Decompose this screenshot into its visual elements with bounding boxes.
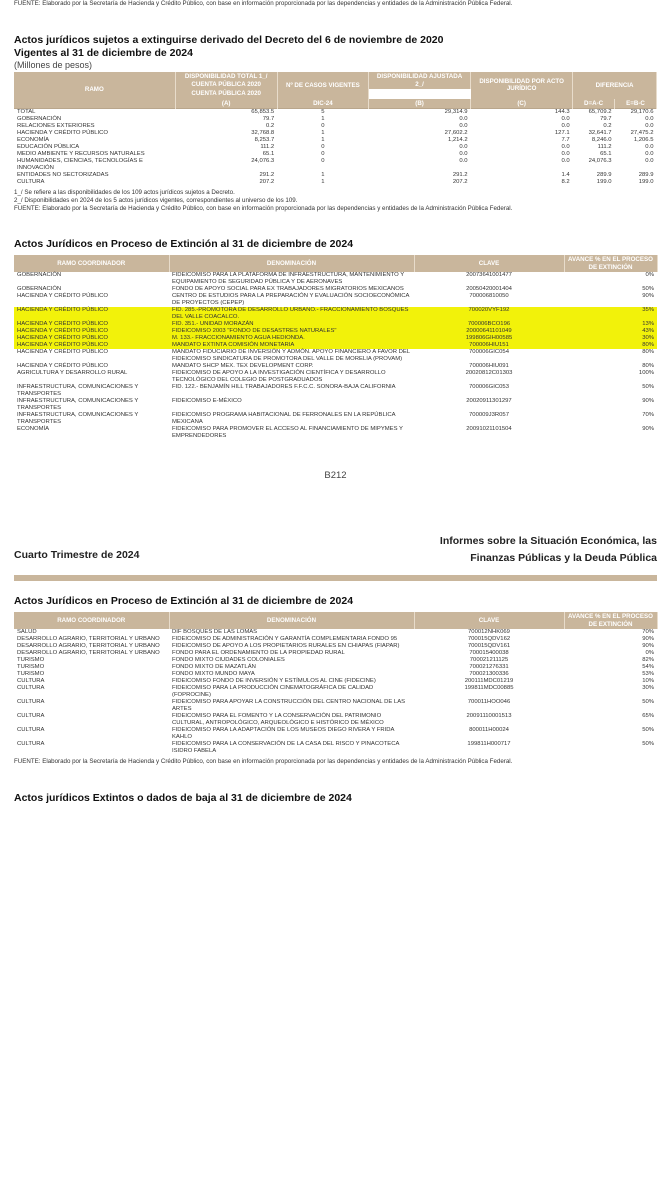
cell-avance: 54%	[642, 664, 654, 671]
cell-ramo: TURISMO	[17, 671, 45, 678]
cell-avance: 82%	[642, 657, 654, 664]
cell-avance: 90%	[642, 643, 654, 650]
cell-casos: 0	[321, 151, 325, 157]
table-row	[14, 307, 657, 321]
header-left: Cuarto Trimestre de 2024	[14, 549, 140, 562]
cell-ramo: DESARROLLO AGRARIO, TERRITORIAL Y URBANO	[17, 643, 160, 650]
table-row	[14, 321, 657, 328]
note-fuente: FUENTE: Elaborado por la Secretaría de Hacienda y Crédito Público, con base en información proporcionada por las dependencias y entidades de la Administración Pública Federal.	[14, 204, 513, 212]
cell-disp-total: 65,853.5	[175, 109, 277, 117]
page-number: B212	[324, 470, 347, 482]
cell-clave: 199806GIH00585	[465, 335, 513, 342]
th3-ramo: RAMO COORDINADOR	[14, 612, 169, 629]
cell-avance: 30%	[642, 685, 654, 692]
cell-ramo: GOBERNACIÓN	[17, 116, 62, 122]
cell-ramo: DESARROLLO AGRARIO, TERRITORIAL Y URBANO	[17, 650, 160, 657]
cell-disp-total: 24,076.3	[251, 158, 275, 164]
cell-denominacion: MANDATO FIDUCIARIO DE INVERSIÓN Y ADMÓN. APOYO FINANCIERO A FAVOR DEL FIDEICOMISO SINDICATURA DE PROMOTORA DEL VALLE DE MORELIA (PROVAM)	[172, 349, 410, 363]
cell-ramo: CULTURA	[17, 685, 45, 692]
cell-disp-total: 207.2	[259, 179, 275, 185]
table3-fuente: FUENTE: Elaborado por la Secretaría de Hacienda y Crédito Público, con base en información proporcionada por las dependencias y entidades de la Administración Pública Federal.	[14, 758, 513, 766]
table1-subtitle: Vigentes al 31 de diciembre de 2024	[14, 47, 193, 59]
cell-por-acto: 0.0	[561, 123, 570, 129]
cell-avance: 80%	[642, 363, 654, 370]
cell-avance: 50%	[642, 727, 654, 734]
cell-disp-total: 32,768.8	[251, 130, 275, 136]
cell-denominacion: FID. 122.- BENJAMÍN HILL TRABAJADORES F.F.C.C. SONORA-BAJA CALIFORNIA	[172, 384, 396, 391]
cell-disp-total: 65.1	[262, 151, 275, 157]
cell-ramo: INFRAESTRUCTURA, COMUNICACIONES Y TRANSPORTES	[17, 384, 139, 398]
table-row	[14, 137, 657, 144]
cell-clave: 200111MDC01219	[464, 678, 514, 685]
th2-denominacion: DENOMINACIÓN	[169, 255, 414, 272]
cell-denominacion: FIDEICOMISO PROGRAMA HABITACIONAL DE FERRONALES EN LA REPÚBLICA MEXICANA	[172, 412, 396, 426]
cell-denominacion: FIDEICOMISO PARA EL FOMENTO Y LA CONSERVACIÓN DEL PATRIMONIO CULTURAL, ANTROPOLÓGICO, ARQUEOLÓGICO E HISTÓRICO DE MÉXICO	[172, 713, 384, 727]
cell-ramo: GOBERNACIÓN	[17, 272, 62, 279]
th-ajustada: DISPONIBILIDAD AJUSTADA 2_/	[369, 72, 471, 89]
lower-page	[0, 595, 671, 805]
upper-page	[0, 0, 671, 481]
th3-clave: CLAVE	[414, 612, 564, 629]
cell-clave: 700006GIC054	[469, 349, 509, 356]
cell-dif-a: 289.9	[596, 172, 612, 178]
page-header	[0, 533, 671, 567]
cell-por-acto: 0.0	[561, 158, 570, 164]
cell-denominacion: FIDEICOMISO PARA LA PRODUCCIÓN CINEMATOGRÁFICA DE CALIDAD (FOPROCINE)	[172, 685, 374, 699]
cell-clave: 199811H000717	[467, 741, 511, 748]
table1-title-block	[14, 34, 657, 70]
bottom-title: Actos jurídicos Extintos o dados de baja al 31 de diciembre de 2024	[14, 792, 352, 805]
table2	[14, 255, 658, 440]
cell-por-acto: 144.3	[471, 109, 573, 117]
cell-avance: 50%	[642, 286, 654, 293]
cell-denominacion: FIDEICOMISO PARA LA CONSERVACIÓN DE LA CASA DEL RISCO Y PINACOTECA ISIDRO FABELA	[172, 741, 400, 755]
cell-ramo: HUMANIDADES, CIENCIAS, TECNOLOGÍAS E INNOVACIÓN	[17, 158, 143, 171]
cell-casos: 1	[321, 172, 325, 178]
th-por-acto: DISPONIBILIDAD POR ACTO JURÍDICO	[471, 72, 573, 99]
note-2: 2_/ Disponibilidades en 2024 de los 5 actos jurídicos vigentes, correspondientes al universo de los 109.	[14, 196, 298, 204]
cell-dif-a: 199.0	[596, 179, 612, 185]
cell-ramo: AGRICULTURA Y DESARROLLO RURAL	[17, 370, 128, 377]
cell-casos: 1	[321, 130, 325, 136]
cell-ajustada: 1,214.2	[447, 137, 468, 143]
cell-clave: 20091110001513	[466, 713, 512, 720]
cell-denominacion: FIDEICOMISO 2003 "FONDO DE DESASTRES NATURALES"	[172, 328, 337, 335]
cell-por-acto: 8.2	[561, 179, 570, 185]
cell-ajustada: 0.0	[459, 123, 468, 129]
cell-clave: 199811MDC00885	[464, 685, 514, 692]
cell-avance: 65%	[642, 713, 654, 720]
cell-denominacion: FONDO MIXTO CIUDADES COLONIALES	[172, 657, 285, 664]
table1-body	[14, 109, 657, 187]
cell-ajustada: 291.2	[452, 172, 468, 178]
table-row	[14, 398, 657, 412]
table-row	[14, 370, 657, 384]
table-row	[14, 335, 657, 342]
cell-clave: 700012NHK069	[468, 629, 510, 636]
cell-denominacion: FIDEICOMISO DE APOYO A LA INVESTIGACIÓN CIENTÍFICA Y DESARROLLO TECNOLÓGICO DEL COLEGIO DE POSTGRADUADOS	[172, 370, 386, 384]
cell-ramo: CULTURA	[17, 713, 45, 720]
cell-dif-b: 1,206.5	[633, 137, 654, 143]
cell-denominacion: FID. 351.- UNIDAD MORAZÁN	[172, 321, 254, 328]
cell-ramo: CULTURA	[17, 727, 45, 734]
cell-dif-b: 0.0	[645, 151, 654, 157]
cell-ramo: TURISMO	[17, 664, 45, 671]
cell-avance: 70%	[642, 412, 654, 419]
cell-avance: 50%	[642, 384, 654, 391]
th2-ramo: RAMO COORDINADOR	[14, 255, 169, 272]
table-row	[14, 727, 657, 741]
cell-avance: 43%	[642, 328, 654, 335]
cell-ramo: SALUD	[17, 629, 37, 636]
cell-clave: 700021211125	[469, 657, 509, 664]
page-gap	[0, 481, 671, 533]
table2-body	[14, 272, 657, 440]
th-code-a: (A)	[175, 99, 277, 109]
cell-ramo: EDUCACIÓN PÚBLICA	[17, 144, 80, 150]
cell-ajustada: 0.0	[459, 116, 468, 122]
cell-dif-b: 0.0	[645, 158, 654, 164]
cell-denominacion: FIDEICOMISO E-MÉXICO	[172, 398, 242, 405]
th-dif-a: D=A-C	[573, 99, 615, 109]
cell-avance: 90%	[642, 426, 654, 433]
cell-ajustada: 207.2	[452, 179, 468, 185]
cell-casos: 0	[321, 158, 325, 164]
table1-title: Actos jurídicos sujetos a extinguirse derivado del Decreto del 6 de noviembre de 2020	[14, 34, 444, 46]
cell-casos: 1	[321, 116, 325, 122]
th-ajustada-sub: CUENTA PÚBLICA 2020	[175, 89, 277, 99]
cell-avance: 90%	[642, 398, 654, 405]
note-1: 1_/ Se refiere a las disponibilidades de los 109 actos jurídicos sujetos a Decreto.	[14, 189, 235, 196]
cell-denominacion: MANDATO EXTINTA COMISIÓN MONETARIA	[172, 342, 295, 349]
table-row	[14, 643, 657, 650]
table1-units: (Millones de pesos)	[14, 60, 93, 70]
table-row	[14, 109, 657, 117]
cell-denominacion: DIF BOSQUES DE LAS LOMAS	[172, 629, 258, 636]
cell-clave: 20050420001404	[466, 286, 512, 293]
cell-dif-b: 199.0	[638, 179, 654, 185]
table-row	[14, 328, 657, 335]
cell-denominacion: FIDEICOMISO DE ADMINISTRACIÓN Y GARANTÍA COMPLEMENTARIA FONDO 95	[172, 636, 398, 643]
cell-dif-a: 0.2	[603, 123, 612, 129]
table-row	[14, 116, 657, 123]
cell-denominacion: FONDO DE APOYO SOCIAL PARA EX TRABAJADORES MIGRATORIOS MEXICANOS	[172, 286, 404, 293]
cell-avance: 80%	[642, 349, 654, 356]
table-row	[14, 636, 657, 643]
th2-avance: AVANCE % EN EL PROCESO DE EXTINCIÓN	[564, 255, 657, 272]
cell-ramo: DESARROLLO AGRARIO, TERRITORIAL Y URBANO	[17, 636, 160, 643]
cell-denominacion: FIDEICOMISO PARA APOYAR LA CONSTRUCCIÓN DEL CENTRO NACIONAL DE LAS ARTES	[172, 699, 406, 713]
cell-avance: 0%	[645, 272, 654, 279]
table2-title: Actos Jurídicos en Proceso de Extinción al 31 de diciembre de 2024	[14, 238, 354, 251]
th-code-b: (B)	[369, 99, 471, 109]
cell-clave: 20000641101049	[466, 328, 512, 335]
cell-denominacion: FIDEICOMISO PARA PROMOVER EL ACCESO AL FINANCIAMIENTO DE MIPYMES Y EMPRENDEDORES	[172, 426, 403, 440]
cell-ramo: TOTAL	[14, 109, 175, 117]
cell-disp-total: 291.2	[259, 172, 275, 178]
cell-ramo: HACIENDA Y CRÉDITO PÚBLICO	[17, 335, 109, 342]
cell-denominacion: FIDEICOMISO FONDO DE INVERSIÓN Y ESTÍMULOS AL CINE (FIDECINE)	[172, 678, 376, 685]
table-row	[14, 144, 657, 151]
cell-denominacion: FIDEICOMISO PARA LA ADAPTACIÓN DE LOS MUSEOS DIEGO RIVERA Y FRIDA KAHLO	[172, 727, 395, 741]
cell-denominacion: MANDATO SHCP MEX. TEX DEVELOPMENT CORP.	[172, 363, 314, 370]
cell-ramo: HACIENDA Y CRÉDITO PÚBLICO	[17, 349, 109, 356]
cell-casos: 0	[321, 123, 325, 129]
cell-clave: 700006GIC053	[469, 384, 509, 391]
cell-clave: 700020VYF192	[468, 307, 510, 314]
cell-denominacion: FONDO PARA EL ORDENAMIENTO DE LA PROPIEDAD RURAL	[172, 650, 345, 657]
cell-disp-total: 0.2	[266, 123, 275, 129]
cell-ramo: GOBERNACIÓN	[17, 286, 62, 293]
cell-avance: 50%	[642, 741, 654, 748]
table3-title: Actos Jurídicos en Proceso de Extinción al 31 de diciembre de 2024	[14, 595, 354, 608]
th-code-casos: DIC-24	[277, 99, 368, 109]
th3-denominacion: DENOMINACIÓN	[169, 612, 414, 629]
cell-ramo: CULTURA	[17, 699, 45, 706]
cell-dif-b: 0.0	[645, 116, 654, 122]
cell-avance: 35%	[642, 307, 654, 314]
cell-clave: 700011HOO046	[467, 699, 511, 706]
table-row	[14, 158, 657, 172]
cell-clave: 700006HIU091	[469, 363, 509, 370]
table1	[14, 72, 657, 186]
cell-denominacion: CENTRO DE ESTUDIOS PARA LA PREPARACIÓN Y EVALUACIÓN SOCIOECONÓMICA DE PROYECTOS (CEPEP)	[172, 293, 410, 307]
cell-avance: 100%	[638, 370, 654, 377]
cell-casos: 5	[277, 109, 368, 117]
cell-clave: 700015QDV161	[467, 643, 511, 650]
table1-notes	[14, 189, 657, 212]
cell-avance: 13%	[642, 321, 654, 328]
cell-ramo: HACIENDA Y CRÉDITO PÚBLICO	[17, 307, 109, 314]
cell-dif-b: 289.9	[638, 172, 654, 178]
cell-ramo: CULTURA	[17, 741, 45, 748]
cell-ramo: ECONOMÍA	[17, 137, 50, 143]
cell-ramo: HACIENDA Y CRÉDITO PÚBLICO	[17, 363, 109, 370]
cell-denominacion: FIDEICOMISO DE APOYO A LOS PROPIETARIOS RURALES EN CHIAPAS (FIAPAR)	[172, 643, 400, 650]
cell-ajustada: 27,602.2	[444, 130, 468, 136]
cell-ajustada: 0.0	[459, 151, 468, 157]
cell-casos: 1	[321, 137, 325, 143]
cell-casos: 0	[321, 144, 325, 150]
cell-clave: 800011H00024	[469, 727, 509, 734]
cell-ramo: HACIENDA Y CRÉDITO PÚBLICO	[17, 293, 109, 300]
th-casos: Nº DE CASOS VIGENTES	[277, 72, 368, 99]
cell-ramo: TURISMO	[17, 657, 45, 664]
cell-ramo: ENTIDADES NO SECTORIZADAS	[17, 172, 109, 178]
cell-disp-total: 8,253.7	[254, 137, 275, 143]
cell-clave: 700021276331	[469, 664, 509, 671]
cell-denominacion: M. 133.- FRACCIONAMIENTO AGUA HEDIONDA.	[172, 335, 305, 342]
th3-avance: AVANCE % EN EL PROCESO DE EXTINCIÓN	[564, 612, 657, 629]
cell-clave: 20020812C01303	[465, 370, 513, 377]
cell-ramo: MEDIO AMBIENTE Y RECURSOS NATURALES	[17, 151, 145, 157]
cell-ajustada: 29,314.9	[369, 109, 471, 117]
cell-clave: 20073641001477	[466, 272, 512, 279]
cell-ajustada: 0.0	[459, 158, 468, 164]
cell-denominacion: FONDO MIXTO DE MAZATLÁN	[172, 664, 256, 671]
th-code-c: (C)	[471, 99, 573, 109]
cell-ramo: ECONOMÍA	[17, 426, 50, 433]
cell-avance: 70%	[642, 629, 654, 636]
cell-clave: 20020911301297	[466, 398, 512, 405]
cell-ramo: CULTURA	[17, 179, 45, 185]
table-row	[14, 272, 657, 286]
table-row	[14, 699, 657, 713]
table-row	[14, 650, 657, 657]
cell-avance: 80%	[642, 342, 654, 349]
cell-por-acto: 0.0	[561, 144, 570, 150]
table-row	[14, 412, 657, 426]
cell-disp-total: 79.7	[262, 116, 275, 122]
table-row	[14, 741, 657, 755]
th-diferencia: DIFERENCIA	[573, 72, 657, 99]
th2-clave: CLAVE	[414, 255, 564, 272]
cell-por-acto: 1.4	[561, 172, 570, 178]
cell-ramo: CULTURA	[17, 678, 45, 685]
table-row	[14, 426, 657, 440]
top-fuente-note: FUENTE: Elaborado por la Secretaría de Hacienda y Crédito Público, con base en información proporcionada por las dependencias y entidades de la Administración Pública Federal.	[14, 0, 513, 7]
cell-por-acto: 127.1	[554, 130, 570, 136]
cell-denominacion: FONDO MIXTO MUNDO MAYA	[172, 671, 255, 678]
table-row	[14, 123, 657, 130]
cell-casos: 1	[321, 179, 325, 185]
cell-clave: 20091021101504	[466, 426, 512, 433]
cell-clave: 700015400038	[469, 650, 509, 657]
header-right-line1: Informes sobre la Situación Económica, las	[439, 535, 657, 548]
table-row	[14, 349, 657, 363]
cell-denominacion: FIDEICOMISO PARA LA PLATAFORMA DE INFRAESTRUCTURA, MANTENIMIENTO Y EQUIPAMIENTO DE SEGURIDAD PÚBLICA Y DE AERONAVES	[172, 272, 405, 286]
table-row	[14, 151, 657, 158]
cell-clave: 700021300336	[469, 671, 509, 678]
cell-dif-b: 0.0	[645, 144, 654, 150]
table-row	[14, 179, 657, 186]
cell-por-acto: 0.0	[561, 151, 570, 157]
cell-avance: 0%	[645, 650, 654, 657]
th-ramo: RAMO	[14, 72, 175, 109]
cell-ramo: HACIENDA Y CRÉDITO PÚBLICO	[17, 328, 109, 335]
header-right	[440, 533, 657, 567]
cell-clave: 700006BCO196	[467, 321, 511, 328]
table-row	[14, 384, 657, 398]
cell-dif-a: 65.1	[600, 151, 612, 157]
cell-clave: 700015QDV162	[467, 636, 511, 643]
cell-ramo: INFRAESTRUCTURA, COMUNICACIONES Y TRANSPORTES	[17, 412, 139, 426]
cell-ramo: HACIENDA Y CRÉDITO PÚBLICO	[17, 321, 109, 328]
th-disp-total: DISPONIBILIDAD TOTAL 1_/ CUENTA PÚBLICA 2020	[175, 72, 277, 89]
cell-clave: 700006810050	[469, 293, 509, 300]
cell-por-acto: 0.0	[561, 116, 570, 122]
cell-avance: 10%	[642, 678, 654, 685]
cell-ramo: HACIENDA Y CRÉDITO PÚBLICO	[17, 130, 109, 136]
cell-dif-a: 32,641.7	[588, 130, 612, 136]
cell-avance: 53%	[642, 671, 654, 678]
cell-por-acto: 7.7	[561, 137, 570, 143]
cell-dif-a: 79.7	[600, 116, 612, 122]
cell-ramo: HACIENDA Y CRÉDITO PÚBLICO	[17, 342, 109, 349]
table3	[14, 612, 658, 755]
cell-avance: 90%	[642, 636, 654, 643]
table3-body	[14, 629, 657, 755]
table-row	[14, 657, 657, 664]
cell-dif-b: 27,475.2	[630, 130, 654, 136]
cell-avance: 90%	[642, 293, 654, 300]
cell-ramo: INFRAESTRUCTURA, COMUNICACIONES Y TRANSPORTES	[17, 398, 139, 412]
cell-dif-b: 0.0	[645, 123, 654, 129]
table-row	[14, 130, 657, 137]
cell-avance: 50%	[642, 699, 654, 706]
cell-dif-a: 111.2	[597, 144, 612, 150]
cell-clave: 700006HIU151	[469, 342, 509, 349]
cell-disp-total: 111.2	[260, 144, 275, 150]
table-row	[14, 664, 657, 671]
cell-clave: 700009J3R057	[469, 412, 509, 419]
cell-dif-b: 29,170.6	[615, 109, 657, 117]
cell-denominacion: FID. 285.-PROMOTORA DE DESARROLLO URBANO.- FRACCIONAMIENTO BOSQUES DEL VALLE COACALCO.	[172, 307, 409, 321]
table-row	[14, 685, 657, 699]
cell-ajustada: 0.0	[459, 144, 468, 150]
table-row	[14, 293, 657, 307]
cell-dif-a: 8,246.0	[591, 137, 612, 143]
cell-avance: 30%	[642, 335, 654, 342]
header-rule	[14, 575, 657, 581]
cell-dif-a: 65,709.2	[573, 109, 615, 117]
cell-ramo: RELACIONES EXTERIORES	[17, 123, 95, 129]
table-row	[14, 172, 657, 179]
cell-dif-a: 24,076.3	[588, 158, 612, 164]
table-row	[14, 713, 657, 727]
th-dif-b: E=B-C	[615, 99, 657, 109]
header-right-line2: Finanzas Públicas y la Deuda Pública	[470, 552, 657, 565]
